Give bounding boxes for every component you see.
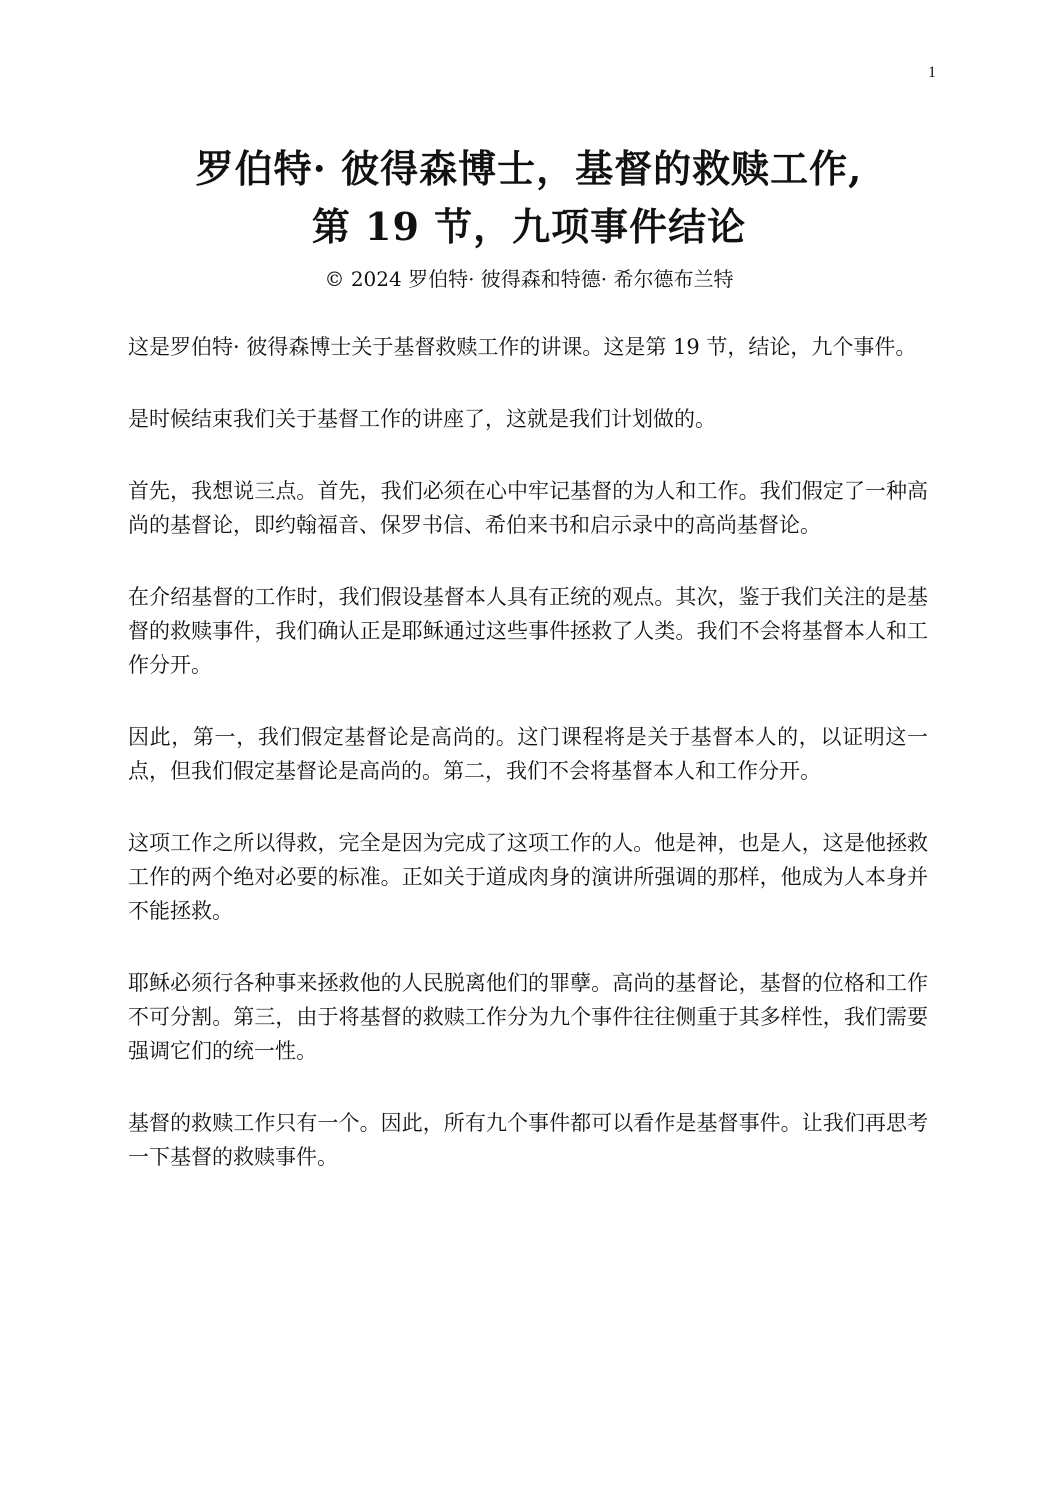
paragraph: 是时候结束我们关于基督工作的讲座了，这就是我们计划做的。 xyxy=(128,407,716,431)
paragraph: 这是罗伯特· 彼得森博士关于基督救赎工作的讲课。这是第 19 节，结论，九个事件。 xyxy=(128,335,917,359)
body-text xyxy=(128,330,928,1212)
title-block xyxy=(0,140,1058,294)
page-number: 1 xyxy=(928,64,936,81)
page-title-line-1: 罗伯特· 彼得森博士，基督的救赎工作, xyxy=(195,146,863,191)
paragraph: 这项工作之所以得救，完全是因为完成了这项工作的人。他是神，也是人，这是他拯救工作的两个绝对必要的标准。正如关于道成肉身的演讲所强调的那样，他成为人本身并不能拯救。 xyxy=(128,831,928,923)
paragraph: 基督的救赎工作只有一个。因此，所有九个事件都可以看作是基督事件。让我们再思考一下基督的救赎事件。 xyxy=(128,1111,928,1169)
paragraph: 在介绍基督的工作时，我们假设基督本人具有正统的观点。其次，鉴于我们关注的是基督的救赎事件，我们确认正是耶稣通过这些事件拯救了人类。我们不会将基督本人和工作分开。 xyxy=(128,585,928,677)
paragraph: 首先，我想说三点。首先，我们必须在心中牢记基督的为人和工作。我们假定了一种高尚的基督论，即约翰福音、保罗书信、希伯来书和启示录中的高尚基督论。 xyxy=(128,479,928,537)
paragraph: 耶稣必须行各种事来拯救他的人民脱离他们的罪孽。高尚的基督论，基督的位格和工作不可分割。第三，由于将基督的救赎工作分为九个事件往往侧重于其多样性，我们需要强调它们的统一性。 xyxy=(128,971,928,1063)
copyright-line: © 2024 罗伯特· 彼得森和特德· 希尔德布兰特 xyxy=(324,267,734,291)
paragraph: 因此，第一，我们假定基督论是高尚的。这门课程将是关于基督本人的，以证明这一点，但我们假定基督论是高尚的。第二，我们不会将基督本人和工作分开。 xyxy=(128,725,928,783)
page-title-line-2: 第 19 节，九项事件结论 xyxy=(311,204,747,249)
